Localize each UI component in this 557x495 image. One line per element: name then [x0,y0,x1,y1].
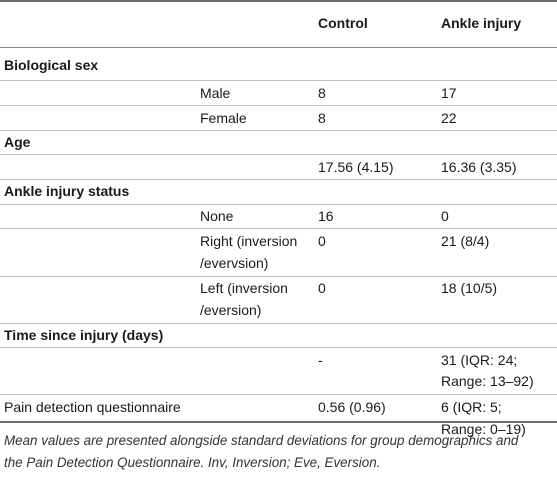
control-value: 8 [318,110,326,126]
table-row-age-values [0,155,557,180]
table-row-right [0,229,557,277]
section-row-biological-sex [0,48,557,81]
row-label: Male [200,85,231,101]
row-label-line-2: /eversion) [200,302,262,318]
ankle-value: 16.36 (3.35) [441,159,517,175]
header-control: Control [318,15,368,31]
ankle-value-line-2: Range: 13–92) [441,373,534,389]
section-title: Biological sex [4,57,99,73]
control-value: - [318,352,323,368]
footnote-line-1: Mean values are presented alongside standard deviations for group demographics and [4,433,519,448]
ankle-value: 18 (10/5) [441,280,498,296]
section-row-ankle-injury-status [0,180,557,205]
ankle-value: 17 [441,85,457,101]
ankle-value-line-1: 31 (IQR: 24; [441,352,518,368]
section-title: Time since injury (days) [4,327,164,343]
table-header-row [0,2,557,48]
row-label-line-1: Left (inversion [200,280,288,296]
table-row-male [0,81,557,106]
row-label: Female [200,110,247,126]
control-value: 16 [318,208,334,224]
row-label-line-1: Right (inversion [200,233,298,249]
row-label: Pain detection questionnaire [4,399,181,415]
control-value: 0.56 (0.96) [318,399,386,415]
ankle-value: 21 (8/4) [441,233,490,249]
section-title: Ankle injury status [4,183,130,199]
control-value: 0 [318,280,326,296]
row-label: None [200,208,234,224]
section-row-time-since-injury [0,324,557,348]
ankle-value: 22 [441,110,457,126]
ankle-value: 0 [441,208,449,224]
ankle-value-line-1: 6 (IQR: 5; [441,399,502,415]
section-title: Age [4,134,31,150]
header-ankle-injury: Ankle injury [441,15,522,31]
table-row-female [0,106,557,131]
table-row-time-values [0,348,557,395]
footnote-line-2: the Pain Detection Questionnaire. Inv, Inversion; Eve, Eversion. [4,455,381,470]
control-value: 8 [318,85,326,101]
table-row-none [0,205,557,229]
section-row-age [0,131,557,155]
row-label-line-2: /evervsion) [200,255,269,271]
table-row-left [0,277,557,324]
ankle-value-line-2: Range: 0–19) [441,421,526,437]
table-footnote [4,430,552,474]
control-value: 17.56 (4.15) [318,159,394,175]
control-value: 0 [318,233,326,249]
